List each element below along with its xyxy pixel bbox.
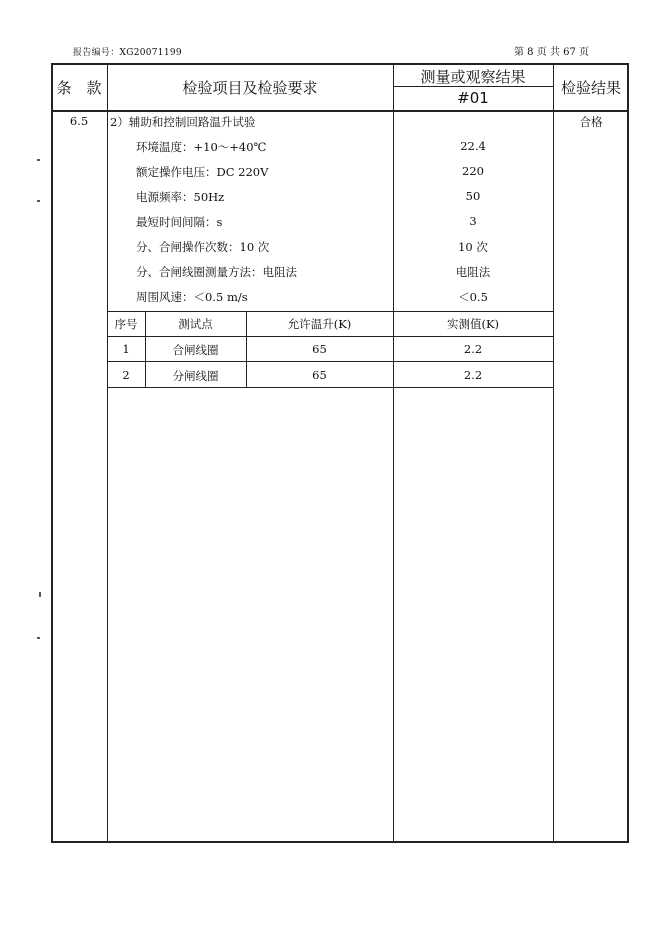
- subtable-header-allowed: 允许温升(K): [287, 317, 352, 331]
- section-title: 2）辅助和控制回路温升试验: [110, 115, 256, 129]
- table-cell: 65: [312, 368, 327, 382]
- subtable-header-index: 序号: [114, 317, 138, 331]
- table-cell: 2.2: [463, 368, 483, 382]
- col-line-1: [107, 63, 108, 843]
- subtable-top-line: [107, 311, 553, 312]
- condition-value: 3: [469, 214, 477, 228]
- condition-value: 220: [462, 164, 484, 178]
- scan-speck: [37, 159, 40, 161]
- header-bottom-line: [51, 110, 629, 112]
- result-header: 检验结果: [560, 79, 621, 97]
- condition-label: 额定操作电压：DC 220V: [136, 165, 269, 179]
- verdict: 合格: [579, 115, 603, 129]
- items-header: 检验项目及检验要求: [182, 79, 318, 97]
- condition-value: 10 次: [458, 240, 488, 254]
- subtable-row1-line: [107, 361, 553, 362]
- condition-value: 电阻法: [455, 265, 491, 279]
- page-info: 第 8 页 共 67 页: [514, 47, 589, 58]
- table-cell: 2.2: [463, 342, 483, 356]
- condition-value: ＜0.5: [458, 290, 488, 304]
- measure-header: 测量或观察结果: [420, 68, 526, 86]
- scan-speck: [37, 200, 40, 202]
- subtable-header-point: 测试点: [178, 317, 213, 331]
- table-cell: 65: [312, 342, 327, 356]
- col-line-2: [393, 63, 394, 843]
- condition-label: 环境温度：+10～+40℃: [136, 140, 267, 154]
- col-line-3: [553, 63, 554, 843]
- condition-label: 电源频率：50Hz: [136, 190, 225, 204]
- table-cell: 1: [122, 342, 130, 356]
- subtable-header-line: [107, 336, 553, 337]
- clause-number: 6.5: [69, 114, 89, 128]
- condition-value: 22.4: [460, 139, 486, 153]
- subtable-header-measured: 实测值(K): [446, 317, 500, 331]
- report-number: 报告编号：XG20071199: [73, 48, 182, 58]
- scan-speck: [37, 637, 40, 639]
- table-cell: 分闸线圈: [172, 369, 219, 383]
- table-cell: 2: [122, 368, 130, 382]
- table-cell: 合闸线圈: [172, 343, 219, 357]
- subtable-row2-line: [107, 387, 553, 388]
- condition-label: 最短时间间隔：s: [136, 215, 223, 229]
- condition-label: 分、合闸操作次数：10 次: [136, 240, 270, 254]
- condition-value: 50: [465, 189, 481, 203]
- clause-header: 条 款: [56, 79, 102, 97]
- sample-no-header: #01: [457, 89, 489, 107]
- condition-label: 分、合闸线圈测量方法：电阻法: [136, 265, 297, 279]
- condition-label: 周围风速：＜0.5 m/s: [136, 290, 248, 304]
- scan-speck: [39, 592, 41, 597]
- table-frame: [51, 63, 629, 843]
